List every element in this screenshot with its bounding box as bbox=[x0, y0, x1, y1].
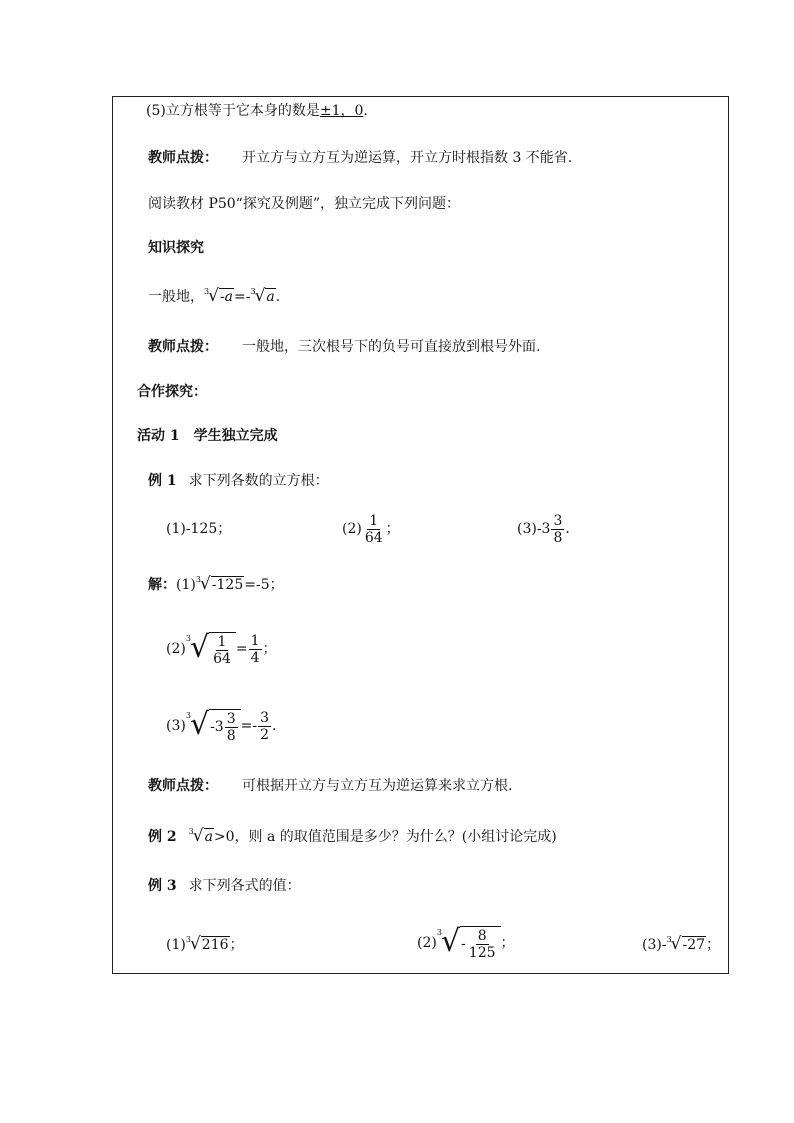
radical-sign: √ bbox=[199, 574, 211, 594]
denominator: 64 bbox=[364, 529, 383, 546]
part-number: (2) bbox=[417, 935, 437, 951]
example-1-part-1: (1)-125； bbox=[166, 521, 232, 537]
radical-sign: √ bbox=[208, 286, 219, 306]
solution-label: 解： bbox=[148, 577, 176, 593]
terminator: . bbox=[272, 718, 277, 734]
denominator: 2 bbox=[260, 726, 270, 743]
terminator: . bbox=[565, 521, 570, 537]
radical-sign: √ bbox=[189, 934, 201, 954]
denominator: 8 bbox=[553, 529, 563, 546]
fraction bbox=[467, 928, 498, 961]
example-text: >0，则 a 的取值范围是多少？为什么？(小组讨论完成) bbox=[213, 829, 557, 845]
example-3-part-1 bbox=[166, 934, 244, 957]
part-number: (1) bbox=[176, 577, 196, 593]
radical bbox=[189, 629, 236, 667]
teacher-tip-1 bbox=[148, 148, 572, 168]
fraction bbox=[249, 633, 262, 666]
example-label: 例 2 bbox=[148, 829, 177, 845]
equals-sign: =- bbox=[234, 289, 251, 305]
teacher-tip-3 bbox=[148, 776, 512, 796]
item-5-text: (5)立方根等于它本身的数是 bbox=[146, 103, 320, 119]
radicand bbox=[209, 632, 236, 667]
example-3-heading bbox=[148, 876, 301, 896]
radicand: 216 bbox=[201, 937, 229, 953]
radical-sign: √ bbox=[670, 934, 682, 954]
part-number: (3) bbox=[166, 718, 186, 734]
root-index: 3 bbox=[436, 928, 442, 937]
part-number: (1) bbox=[166, 937, 186, 953]
example-3-part-3 bbox=[642, 934, 720, 957]
denominator: 8 bbox=[226, 727, 236, 744]
fraction bbox=[363, 513, 385, 546]
radicand: a bbox=[204, 829, 213, 845]
numerator: 3 bbox=[226, 710, 236, 727]
radicand-lhs: -a bbox=[219, 289, 234, 305]
activity-label: 活动 1 bbox=[137, 428, 180, 444]
whole-part: -3 bbox=[210, 719, 224, 735]
numerator: 8 bbox=[477, 927, 487, 944]
terminator: ； bbox=[706, 937, 721, 953]
fraction bbox=[551, 513, 564, 546]
fraction bbox=[211, 634, 233, 667]
terminator: ； bbox=[385, 521, 400, 537]
radical bbox=[440, 923, 501, 961]
teacher-tip-label: 教师点拨： bbox=[148, 150, 218, 166]
root-index: 3 bbox=[185, 711, 191, 720]
numerator: 1 bbox=[250, 632, 260, 649]
knowledge-suffix: . bbox=[275, 289, 281, 305]
teacher-tip-label: 教师点拨： bbox=[148, 339, 218, 355]
teacher-tip-label: 教师点拨： bbox=[148, 778, 218, 794]
radical-sign: √ bbox=[440, 923, 461, 959]
example-1-part-2 bbox=[342, 509, 400, 549]
fraction bbox=[258, 710, 271, 743]
fraction bbox=[225, 711, 238, 744]
radicand-rhs: a bbox=[266, 289, 275, 305]
root-index: 3 bbox=[250, 287, 256, 296]
cooperative-heading: 合作探究： bbox=[137, 384, 207, 400]
radicand bbox=[460, 926, 500, 961]
example-label: 例 1 bbox=[148, 473, 177, 489]
example-label: 例 3 bbox=[148, 878, 177, 894]
numerator: 3 bbox=[260, 709, 270, 726]
root-index: 3 bbox=[185, 634, 191, 643]
root-index: 3 bbox=[666, 935, 672, 944]
part-number: (3)- bbox=[642, 937, 667, 953]
root-index: 3 bbox=[188, 827, 194, 836]
example-text: 求下列各数的立方根： bbox=[188, 473, 329, 489]
example-text: 求下列各式的值： bbox=[188, 878, 301, 894]
teacher-tip-2 bbox=[148, 337, 540, 357]
numerator: 1 bbox=[369, 512, 379, 529]
equals-sign: =- bbox=[240, 718, 258, 734]
radical-sign: √ bbox=[254, 286, 266, 306]
radical-sign: √ bbox=[189, 629, 210, 665]
example-1-heading bbox=[148, 471, 329, 491]
teacher-tip-text: 一般地，三次根号下的负号可直接放到根号外面. bbox=[242, 339, 541, 355]
item-5 bbox=[146, 101, 368, 121]
root-index: 3 bbox=[185, 935, 191, 944]
knowledge-heading: 知识探究 bbox=[148, 240, 204, 256]
activity-text: 学生独立完成 bbox=[193, 428, 278, 444]
part-number: (2) bbox=[342, 521, 362, 537]
item-5-suffix: . bbox=[363, 103, 368, 119]
radicand: -125 bbox=[211, 577, 244, 593]
solution-3 bbox=[166, 704, 276, 748]
activity-1-heading bbox=[137, 426, 278, 446]
part-number: (2) bbox=[166, 641, 186, 657]
radicand: -27 bbox=[682, 937, 706, 953]
item-5-answer: ±1，0 bbox=[319, 103, 364, 119]
denominator: 4 bbox=[250, 649, 260, 666]
part-number: (3)-3 bbox=[517, 521, 551, 537]
denominator: 64 bbox=[213, 650, 231, 667]
root-index: 3 bbox=[204, 287, 210, 296]
example-1-part-3 bbox=[517, 509, 570, 549]
numerator: 1 bbox=[217, 633, 227, 650]
solution-1 bbox=[148, 574, 284, 597]
example-2 bbox=[148, 826, 557, 849]
terminator: ； bbox=[500, 935, 515, 951]
denominator: 125 bbox=[468, 944, 496, 961]
knowledge-prefix: 一般地， bbox=[148, 289, 204, 305]
terminator: ； bbox=[262, 641, 277, 657]
knowledge-formula bbox=[148, 286, 280, 309]
radical-sign: √ bbox=[189, 706, 210, 742]
teacher-tip-text: 开立方与立方互为逆运算，开立方时根指数 3 不能省. bbox=[242, 150, 573, 166]
example-3-part-2 bbox=[417, 921, 515, 965]
numerator: 3 bbox=[553, 512, 563, 529]
reading-instruction: 阅读教材 P50“探究及例题”，独立完成下列问题： bbox=[148, 196, 460, 212]
solution-2 bbox=[166, 627, 277, 671]
radical bbox=[189, 706, 241, 744]
teacher-tip-text: 可根据开立方与立方互为逆运算来求立方根. bbox=[242, 778, 513, 794]
root-index: 3 bbox=[195, 575, 201, 584]
equals-sign: = bbox=[235, 641, 248, 657]
terminator: ； bbox=[229, 937, 244, 953]
result: =-5； bbox=[244, 577, 284, 593]
sign: - bbox=[461, 936, 466, 952]
radicand bbox=[209, 709, 241, 744]
radical-sign: √ bbox=[192, 826, 204, 846]
